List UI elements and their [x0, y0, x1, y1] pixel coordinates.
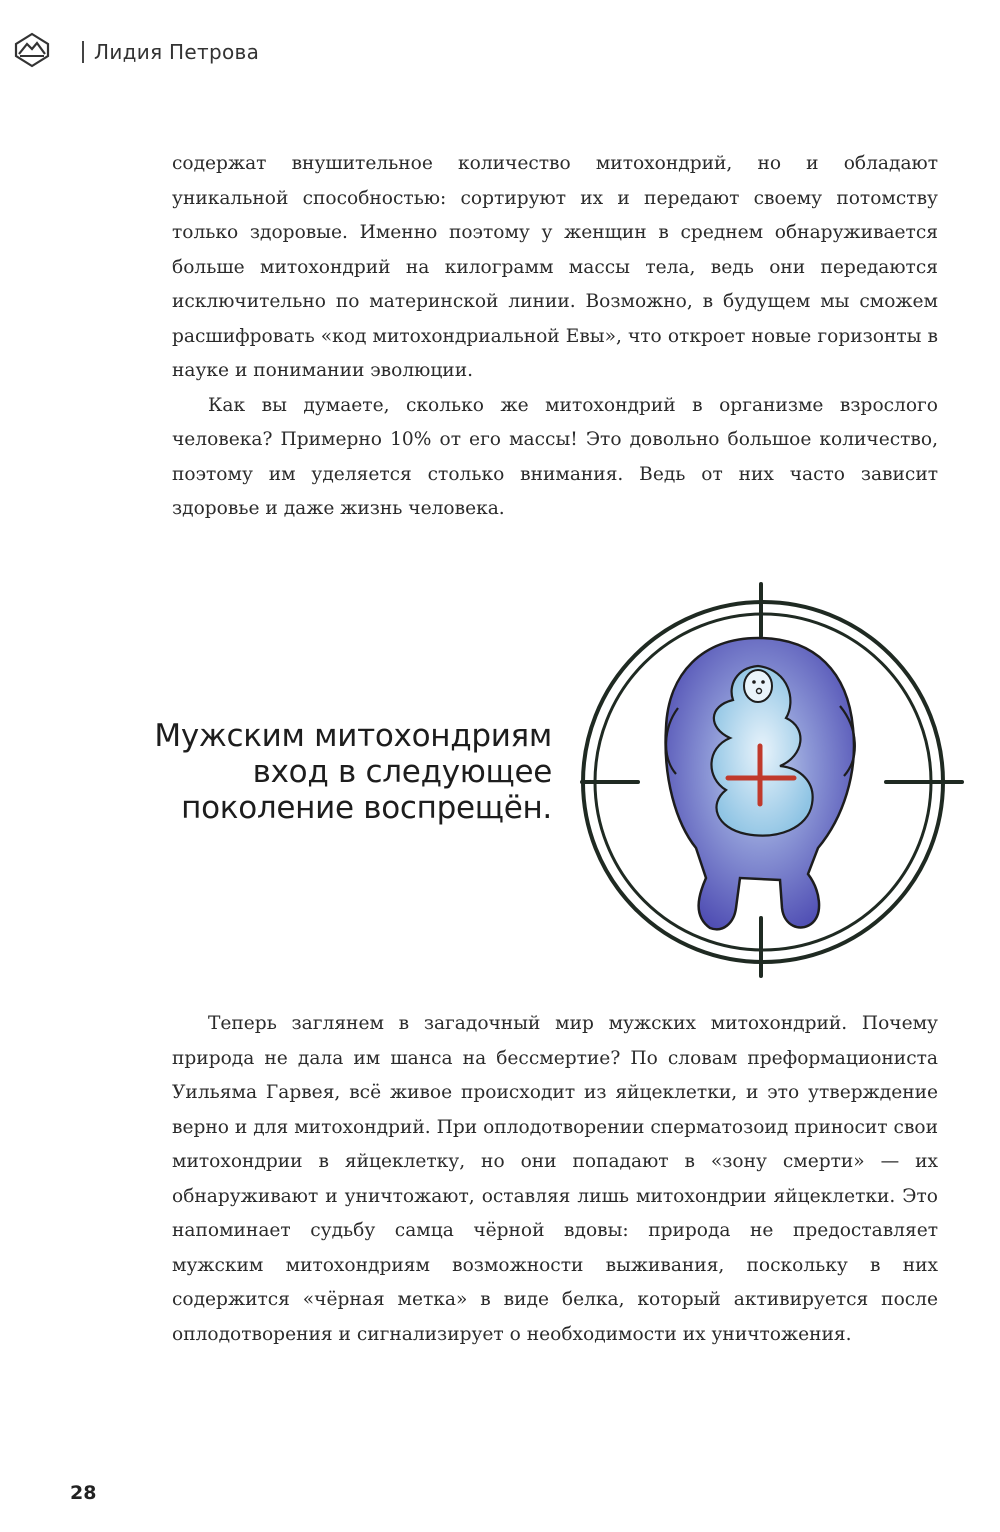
page-header	[12, 30, 612, 78]
mountain-logo-icon	[12, 30, 52, 70]
paragraph: Как вы думаете, сколько же митохондрий в организме взрослого человека? Примерно 10% от его массы! Это довольно большое количество, поэтому им уделяется столько внимания. Ведь от них часто зависит здоровье и даже жизнь человека.	[172, 394, 938, 519]
body-text-bottom	[172, 1007, 938, 1352]
pull-quote-line: Мужским митохондриям	[154, 718, 552, 754]
pull-quote-line: поколение воспрещён.	[181, 790, 552, 826]
header-separator	[82, 41, 84, 63]
target-figure-illustration	[568, 578, 968, 980]
author-name: Лидия Петрова	[94, 40, 260, 64]
paragraph: содержат внушительное количество митохондрий, но и обладают уникальной способностью: сортируют их и передают своему потомству только здоровые. Именно поэтому у женщин в среднем обнаруживается больше митохондрий на килограмм массы тела, ведь они передаются исключительно по материнской линии. Возможно, в будущем мы сможем расшифровать «код митохондриальной Евы», что откроет новые горизонты в науке и понимании эволюции.	[172, 153, 938, 381]
paragraph: Теперь заглянем в загадочный мир мужских митохондрий. Почему природа не дала им шанса на бессмертие? По словам преформациониста Уильяма Гарвея, всё живое происходит из яйцеклетки, и это утверждение верно и для митохондрий. При оплодотворении сперматозоид приносит свои митохондрии в яйцеклетку, но они попадают в «зону смерти» — их обнаруживают и уничтожают, оставляя лишь митохондрии яйцеклетки. Это напоминает судьбу самца чёрной вдовы: природа не предоставляет мужским митохондриям возможности выживания, поскольку в них содержится «чёрная метка» в виде белка, который активируется после оплодотворения и сигнализирует о необходимости их уничтожения.	[172, 1013, 938, 1345]
pull-quote-line: вход в следующее	[252, 754, 552, 790]
figure	[666, 638, 855, 929]
pull-quote	[40, 718, 552, 826]
body-text-top	[172, 147, 938, 527]
page-number: 28	[70, 1482, 97, 1504]
